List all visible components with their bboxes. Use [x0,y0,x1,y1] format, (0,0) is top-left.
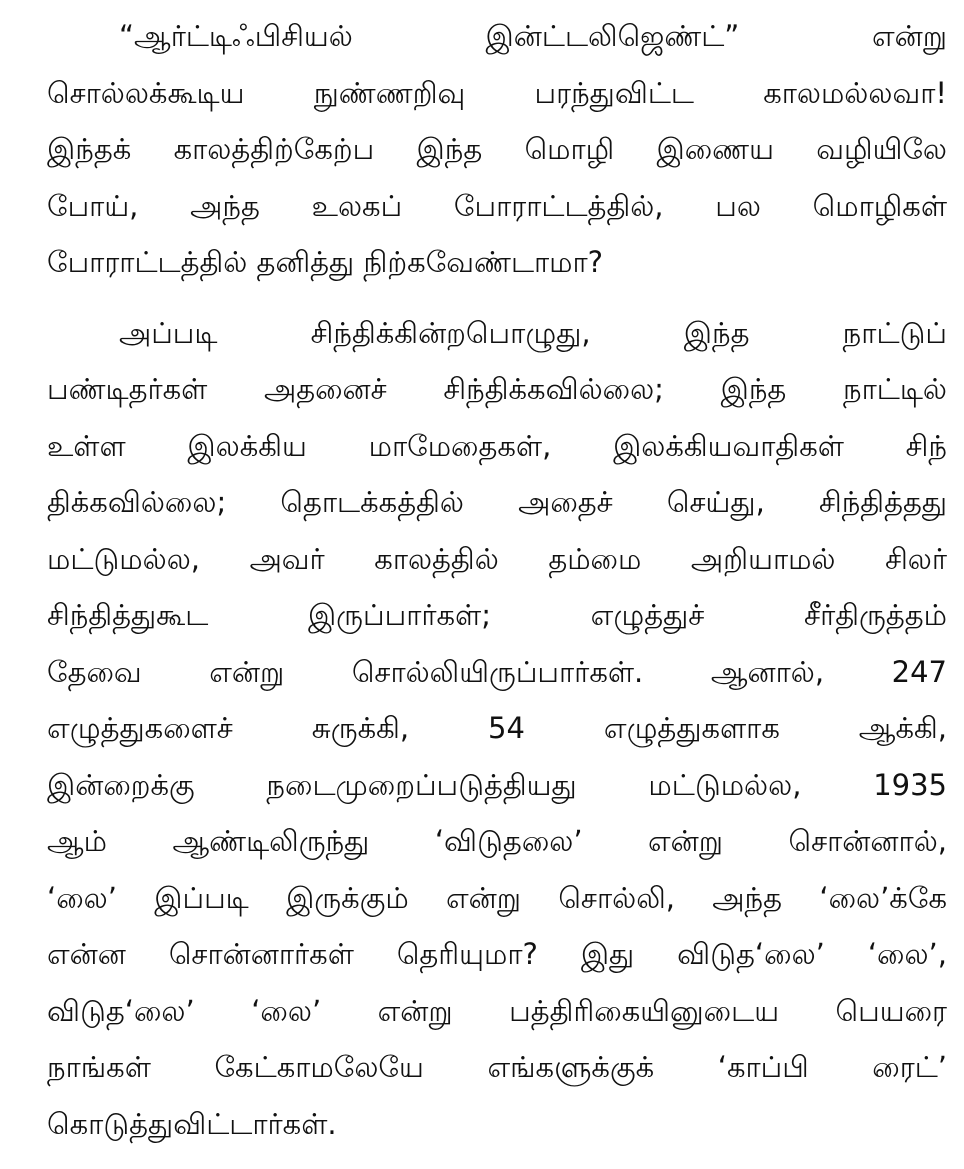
text-line: மட்டுமல்ல, அவர் காலத்தில் தம்மை அறியாமல் சிலர் [47,541,947,576]
text-line: ‘லை’ இப்படி இருக்கும் என்று சொல்லி, அந்த ‘லை’க்கே [47,880,947,915]
document-page [47,8,947,1152]
text-line: இந்தக் காலத்திற்கேற்ப இந்த மொழி இணைய வழியிலே [47,132,947,166]
text-line: சிந்தித்துகூட இருப்பார்கள்; எழுத்துச் சீர்திருத்தம் [47,598,947,632]
text-line: சொல்லக்கூடிய நுண்ணறிவு பரந்துவிட்ட காலமல்லவா! [47,75,947,110]
text-line: பண்டிதர்கள் அதனைச் சிந்திக்கவில்லை; இந்த நாட்டில் [47,372,947,406]
text-line: கொடுத்துவிட்டார்கள். [47,1106,337,1141]
text-line: விடுத‘லை’ ‘லை’ என்று பத்திரிகையினுடைய பெயரை [47,993,947,1028]
text-line: எழுத்துகளைச் சுருக்கி, 54 எழுத்துகளாக ஆக்கி, [47,711,947,745]
text-line: உள்ள இலக்கிய மாமேதைகள், இலக்கியவாதிகள் சிந் [47,428,947,463]
text-line: “ஆர்ட்டிஃபிசியல் இன்ட்டலிஜெண்ட்” என்று [119,19,947,53]
text-line: போய், அந்த உலகப் போராட்டத்தில், பல மொழிகள் [47,188,947,223]
text-line: ஆம் ஆண்டிலிருந்து ‘விடுதலை’ என்று சொன்னால், [47,824,947,858]
text-line: அப்படி சிந்திக்கின்றபொழுது, இந்த நாட்டுப் [119,315,947,350]
text-line: போராட்டத்தில் தனித்து நிற்கவேண்டாமா? [47,245,604,279]
paragraph-1 [47,8,947,291]
text-line: என்ன சொன்னார்கள் தெரியுமா? இது விடுத‘லை’ ‘லை’, [47,937,947,971]
text-line: இன்றைக்கு நடைமுறைப்படுத்தியது மட்டுமல்ல, 1935 [47,767,947,802]
text-line: நாங்கள் கேட்காமலேயே எங்களுக்குக் ‘காப்பி ரைட்’ [47,1050,947,1084]
text-line: திக்கவில்லை; தொடக்கத்தில் அதைச் செய்து, சிந்தித்தது [47,485,947,519]
text-line: தேவை என்று சொல்லியிருப்பார்கள். ஆனால், 247 [47,654,947,689]
paragraph-2 [47,305,947,1153]
